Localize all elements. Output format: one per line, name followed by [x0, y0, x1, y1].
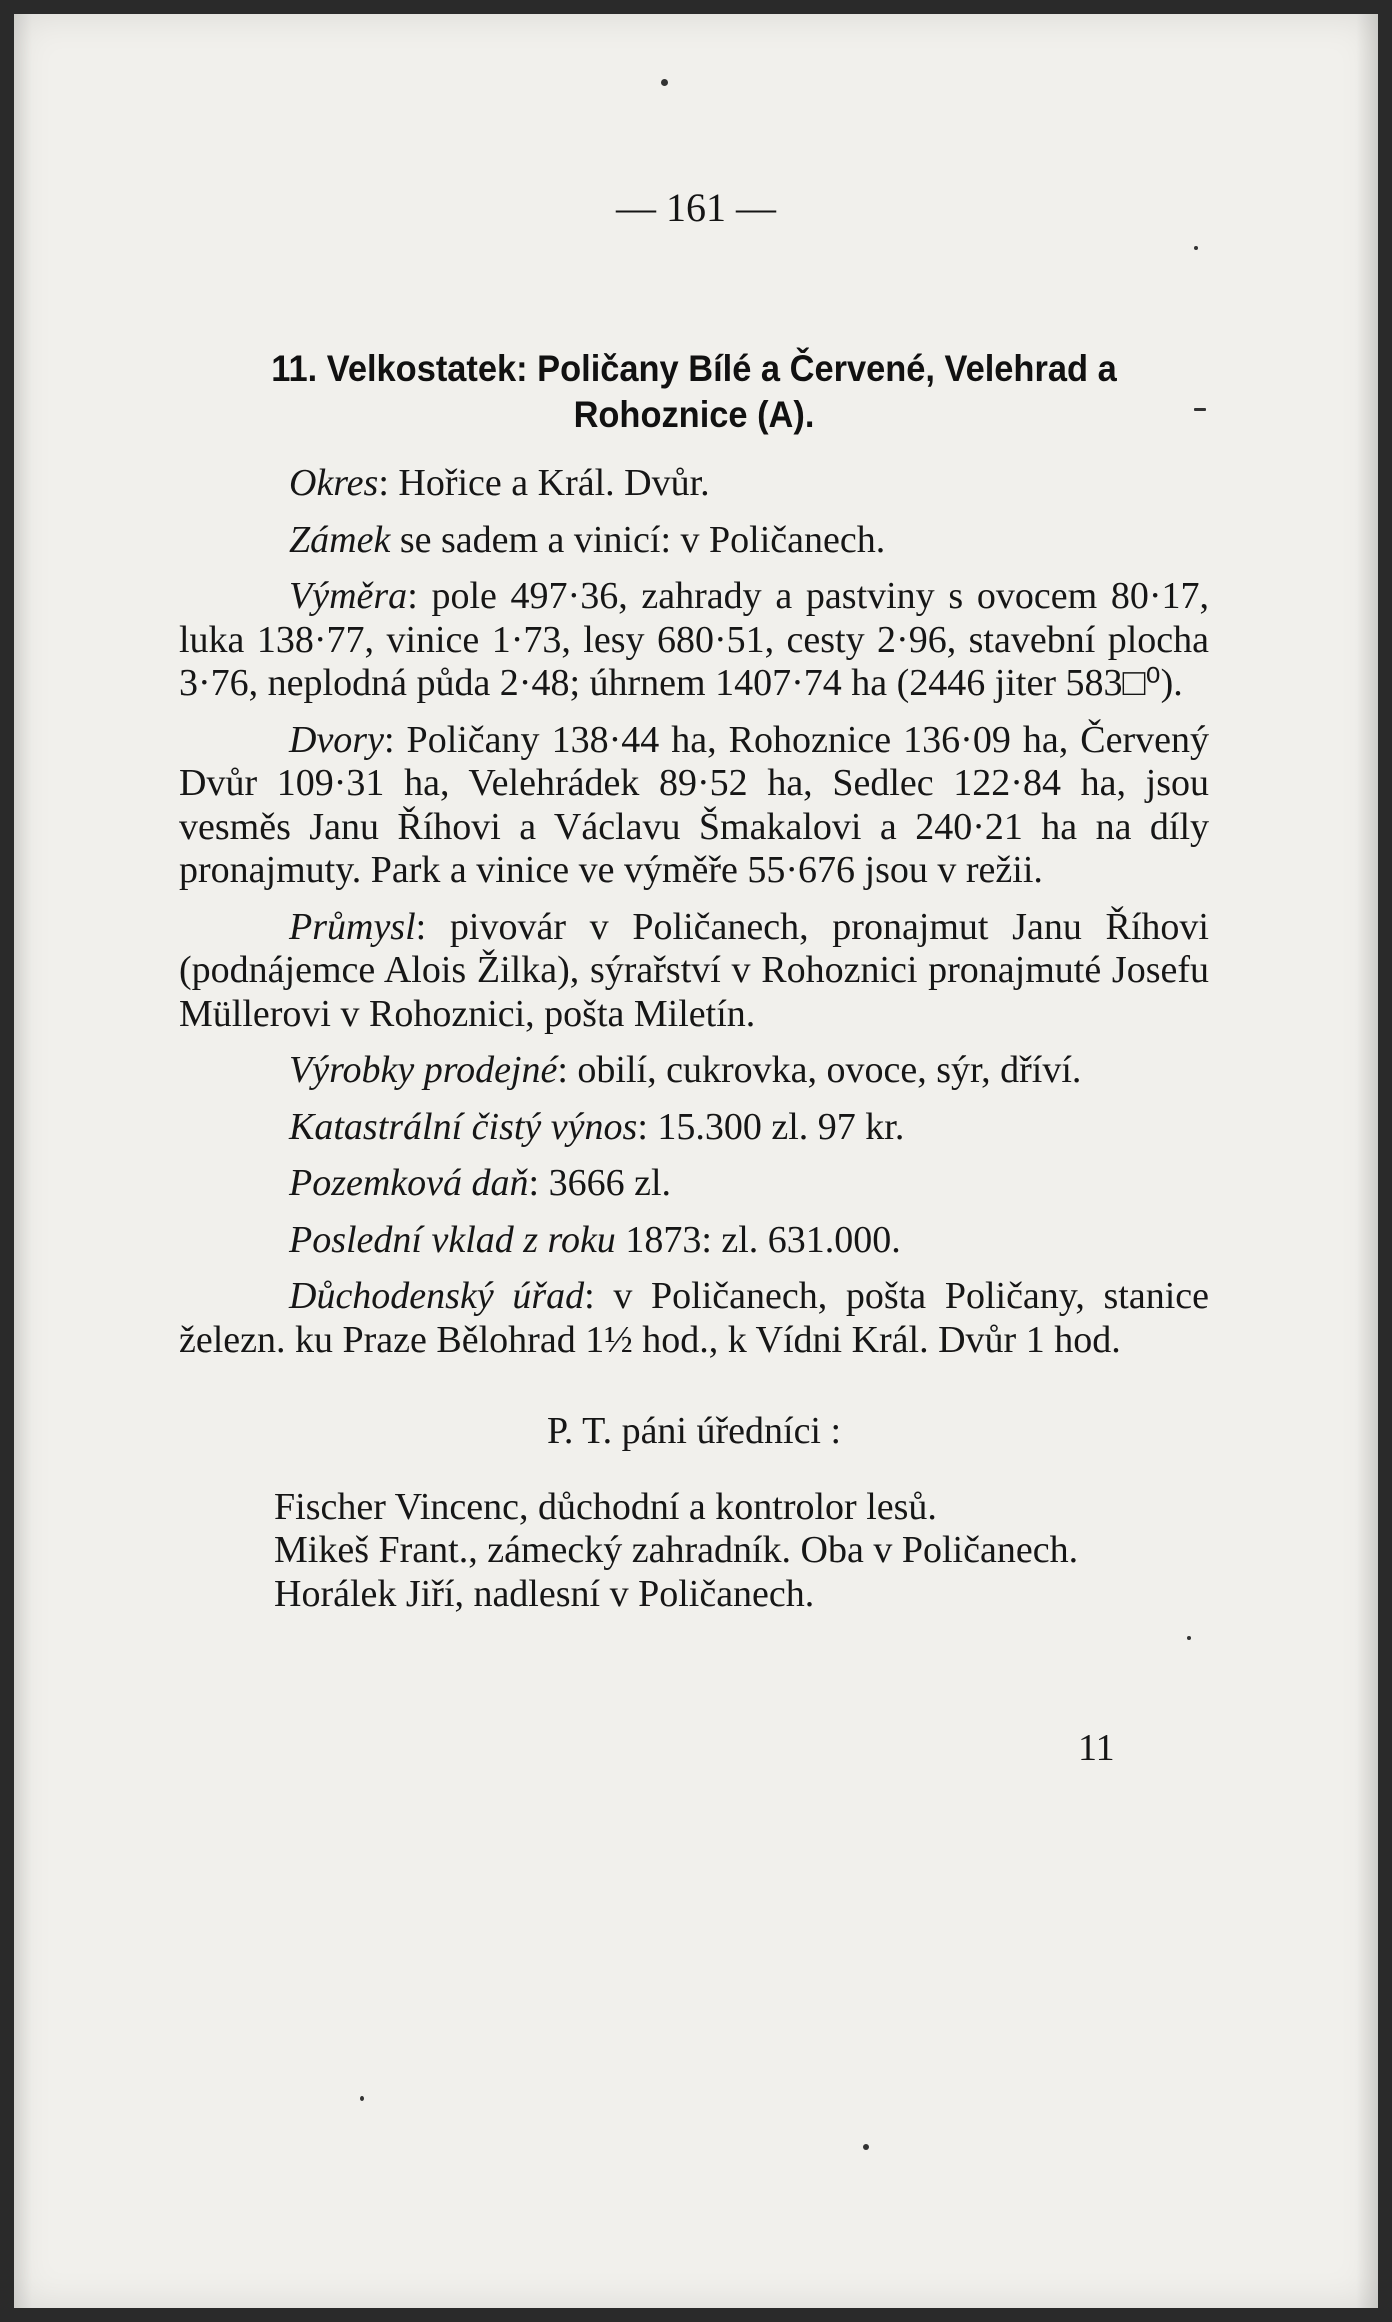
label-zamek: Zámek [289, 518, 391, 561]
text-zamek: se sadem a vinicí: v Poličanech. [390, 518, 886, 561]
paragraph-duchodensky [179, 1275, 1209, 1362]
staff-entry: Horálek Jiří, nadlesní v Poličanech. [274, 1572, 815, 1615]
label-duchodensky: Důchodenský úřad [289, 1275, 585, 1317]
heading-line-1: 11. Velkostatek: Poličany Bílé a Červené, Velehrad a [271, 348, 1117, 389]
paragraph-vklad [179, 1219, 1209, 1263]
paragraph-katastralni [179, 1106, 1209, 1150]
label-pozemkova: Pozemková daň [289, 1162, 529, 1204]
scan-speck [1187, 1636, 1191, 1640]
heading-line-2: Rohoznice (A). [573, 394, 815, 435]
scanned-page [14, 14, 1378, 2308]
label-okres: Okres [289, 462, 379, 504]
text-prumysl: : pivovár v Poličanech, pronajmut Janu Říhovi (podnájemce Alois Žilka), sýrařství v Rohoznici pronajmuté Josefu Müllerovi v Rohoznici, pošta Miletín. [179, 905, 1209, 1035]
label-vklad: Poslední vklad z roku [289, 1218, 616, 1261]
text-dvory: : Poličany 138·44 ha, Rohoznice 136·09 ha, Červený Dvůr 109·31 ha, Velehrádek 89·52 ha, Sedlec 122·84 ha, jsou vesměs Janu Říhovi a Václavu Šmakalovi a 240·21 ha na díly pronajmuty. Park a vinice ve výměře 55·676 jsou v režii. [179, 718, 1209, 891]
sheet-signature-number: 11 [1078, 1727, 1115, 1769]
label-dvory: Dvory [289, 718, 384, 761]
label-vymera: Výměra [289, 575, 408, 617]
scan-speck [1194, 408, 1206, 411]
paragraph-okres [179, 462, 1209, 506]
paragraph-vymera [179, 575, 1209, 706]
paragraph-prumysl [179, 906, 1209, 1037]
label-prumysl: Průmysl [289, 905, 416, 948]
staff-entry: Fischer Vincenc, důchodní a kontrolor lesů. [274, 1485, 937, 1528]
scan-speck [360, 2096, 364, 2101]
paragraph-vyrobky [179, 1049, 1209, 1093]
text-katastralni: : 15.300 zl. 97 kr. [637, 1105, 905, 1148]
label-vyrobky: Výrobky prodejné [289, 1049, 558, 1091]
scan-shadow-left [14, 14, 32, 2308]
paragraph-zamek [179, 519, 1209, 563]
text-pozemkova: : 3666 zl. [528, 1162, 672, 1204]
scan-speck [661, 79, 668, 86]
page-number: — 161 — [616, 185, 776, 230]
text-vyrobky: : obilí, cukrovka, ovoce, sýr, dříví. [557, 1049, 1082, 1091]
text-vklad: 1873: zl. 631.000. [615, 1218, 901, 1261]
text-duchodensky: : v Poličanech, pošta Poličany, stanice železn. ku Praze Bělohrad 1½ hod., k Vídni Král. Dvůr 1 hod. [179, 1275, 1210, 1361]
text-okres: : Hořice a Král. Dvůr. [378, 462, 710, 504]
paragraph-pozemkova [179, 1162, 1209, 1206]
label-katastralni: Katastrální čistý výnos [289, 1105, 638, 1148]
section-heading [201, 346, 1187, 438]
scan-shadow-right [1356, 14, 1378, 2308]
scan-speck [1194, 246, 1198, 250]
scan-speck [863, 2144, 869, 2150]
staff-title: P. T. páni úředníci : [546, 1410, 842, 1452]
text-vymera: : pole 497·36, zahrady a pastviny s ovocem 80·17, luka 138·77, vinice 1·73, lesy 680·51, cesty 2·96, stavební plocha 3·76, neplodná půda 2·48; úhrnem 1407·74 ha (2446 jiter 583□⁰). [179, 575, 1209, 704]
staff-entry: Mikeš Frant., zámecký zahradník. Oba v Poličanech. [274, 1529, 1079, 1571]
paragraph-dvory [179, 719, 1209, 893]
page-body [179, 462, 1209, 1616]
